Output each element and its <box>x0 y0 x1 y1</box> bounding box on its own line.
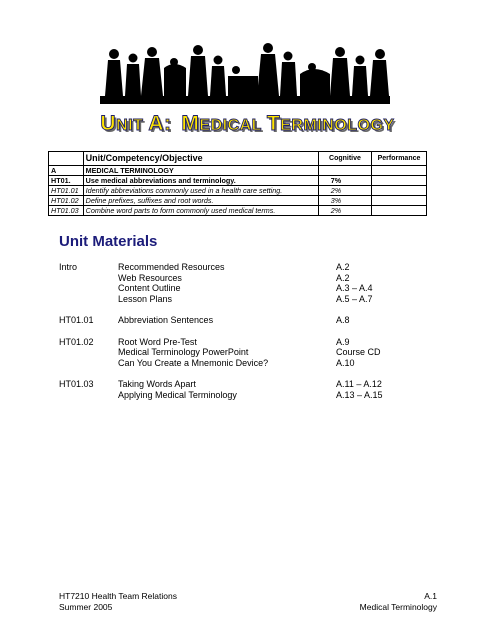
row-text: Identify abbreviations commonly used in a health care setting. <box>83 186 318 196</box>
item-page: A.11 – A.12 <box>336 379 382 389</box>
row-cognitive: 2% <box>318 186 371 196</box>
table-header-code <box>49 152 84 166</box>
group-code: HT01.03 <box>59 379 94 389</box>
item-page: A.5 – A.7 <box>336 293 373 304</box>
footer-page-number: A.1 <box>424 591 437 601</box>
materials-group-intro <box>0 262 495 304</box>
item-page: A.2 <box>336 272 350 283</box>
item-title: Recommended Resources <box>118 262 225 272</box>
row-performance <box>371 206 426 216</box>
item-page: A.2 <box>336 262 350 272</box>
group-code: HT01.01 <box>59 315 94 325</box>
row-cognitive: 3% <box>318 196 371 206</box>
row-performance <box>371 166 426 176</box>
row-cognitive <box>318 166 371 176</box>
list-item <box>0 337 495 348</box>
row-code: HT01. <box>49 176 84 186</box>
footer-right <box>360 591 437 613</box>
item-title: Root Word Pre-Test <box>118 336 197 347</box>
list-item <box>0 379 495 390</box>
unit-title-word-rest: NIT <box>116 117 144 134</box>
table-header-cognitive: Cognitive <box>318 152 371 166</box>
row-text: MEDICAL TERMINOLOGY <box>83 166 318 176</box>
footer-unit-name: Medical Terminology <box>359 602 437 612</box>
group-code: HT01.02 <box>59 336 94 347</box>
list-item <box>0 294 495 305</box>
title-word1-rest: EDICAL <box>199 117 262 134</box>
table-row <box>49 206 427 216</box>
item-title: Abbreviation Sentences <box>118 315 214 325</box>
item-title: Web Resources <box>118 272 182 283</box>
item-title: Medical Terminology PowerPoint <box>118 347 249 357</box>
item-page: A.10 <box>336 357 355 368</box>
item-title: Lesson Plans <box>118 293 173 304</box>
row-cognitive: 7% <box>318 176 371 186</box>
list-item <box>0 283 495 294</box>
footer-course: HT7210 Health Team Relations <box>59 591 177 601</box>
materials-group-ht0103 <box>0 379 495 400</box>
table-row <box>49 166 427 176</box>
table-header-objective: Unit/Competency/Objective <box>83 152 318 166</box>
footer-left <box>59 591 177 613</box>
table-row <box>49 196 427 206</box>
item-page: A.8 <box>336 315 350 325</box>
group-code: Intro <box>59 262 78 272</box>
row-performance <box>371 186 426 196</box>
list-item <box>0 358 495 369</box>
list-item <box>0 262 495 273</box>
row-code: HT01.01 <box>49 186 84 196</box>
table-row <box>49 186 427 196</box>
item-page: A.3 – A.4 <box>336 283 373 293</box>
row-text: Use medical abbreviations and terminology. <box>83 176 318 186</box>
footer-term: Summer 2005 <box>59 602 113 612</box>
materials-group-ht0102 <box>0 337 495 369</box>
health-care-silhouette-banner <box>100 40 390 106</box>
materials-heading: Unit Materials <box>59 233 158 250</box>
row-performance <box>371 196 426 206</box>
item-title: Content Outline <box>118 283 181 293</box>
table-row <box>49 176 427 186</box>
title-word1-initial: M <box>181 112 200 135</box>
item-page: A.9 <box>336 336 350 347</box>
title-word2-rest: ERMINOLOGY <box>280 117 395 134</box>
row-performance <box>371 176 426 186</box>
row-code: HT01.02 <box>49 196 84 206</box>
row-cognitive: 2% <box>318 206 371 216</box>
competency-table <box>48 151 427 216</box>
title-word2-initial: T <box>266 112 281 135</box>
materials-group-ht0101 <box>0 315 495 326</box>
table-header-performance: Performance <box>371 152 426 166</box>
list-item <box>0 315 495 326</box>
row-text: Combine word parts to form commonly used medical terms. <box>83 206 318 216</box>
item-title: Can You Create a Mnemonic Device? <box>118 357 269 368</box>
item-title: Taking Words Apart <box>118 379 196 389</box>
row-text: Define prefixes, suffixes and root words. <box>83 196 318 206</box>
unit-letter: A: <box>148 112 172 135</box>
unit-title <box>0 112 495 136</box>
materials-list <box>0 262 495 411</box>
row-code: A <box>49 166 84 176</box>
table-header-row <box>49 152 427 166</box>
item-page: Course CD <box>336 347 381 357</box>
list-item <box>0 347 495 358</box>
item-page: A.13 – A.15 <box>336 389 383 400</box>
unit-title-initial: U <box>100 112 117 135</box>
item-title: Applying Medical Terminology <box>118 389 237 400</box>
list-item <box>0 390 495 401</box>
list-item <box>0 273 495 284</box>
row-code: HT01.03 <box>49 206 84 216</box>
